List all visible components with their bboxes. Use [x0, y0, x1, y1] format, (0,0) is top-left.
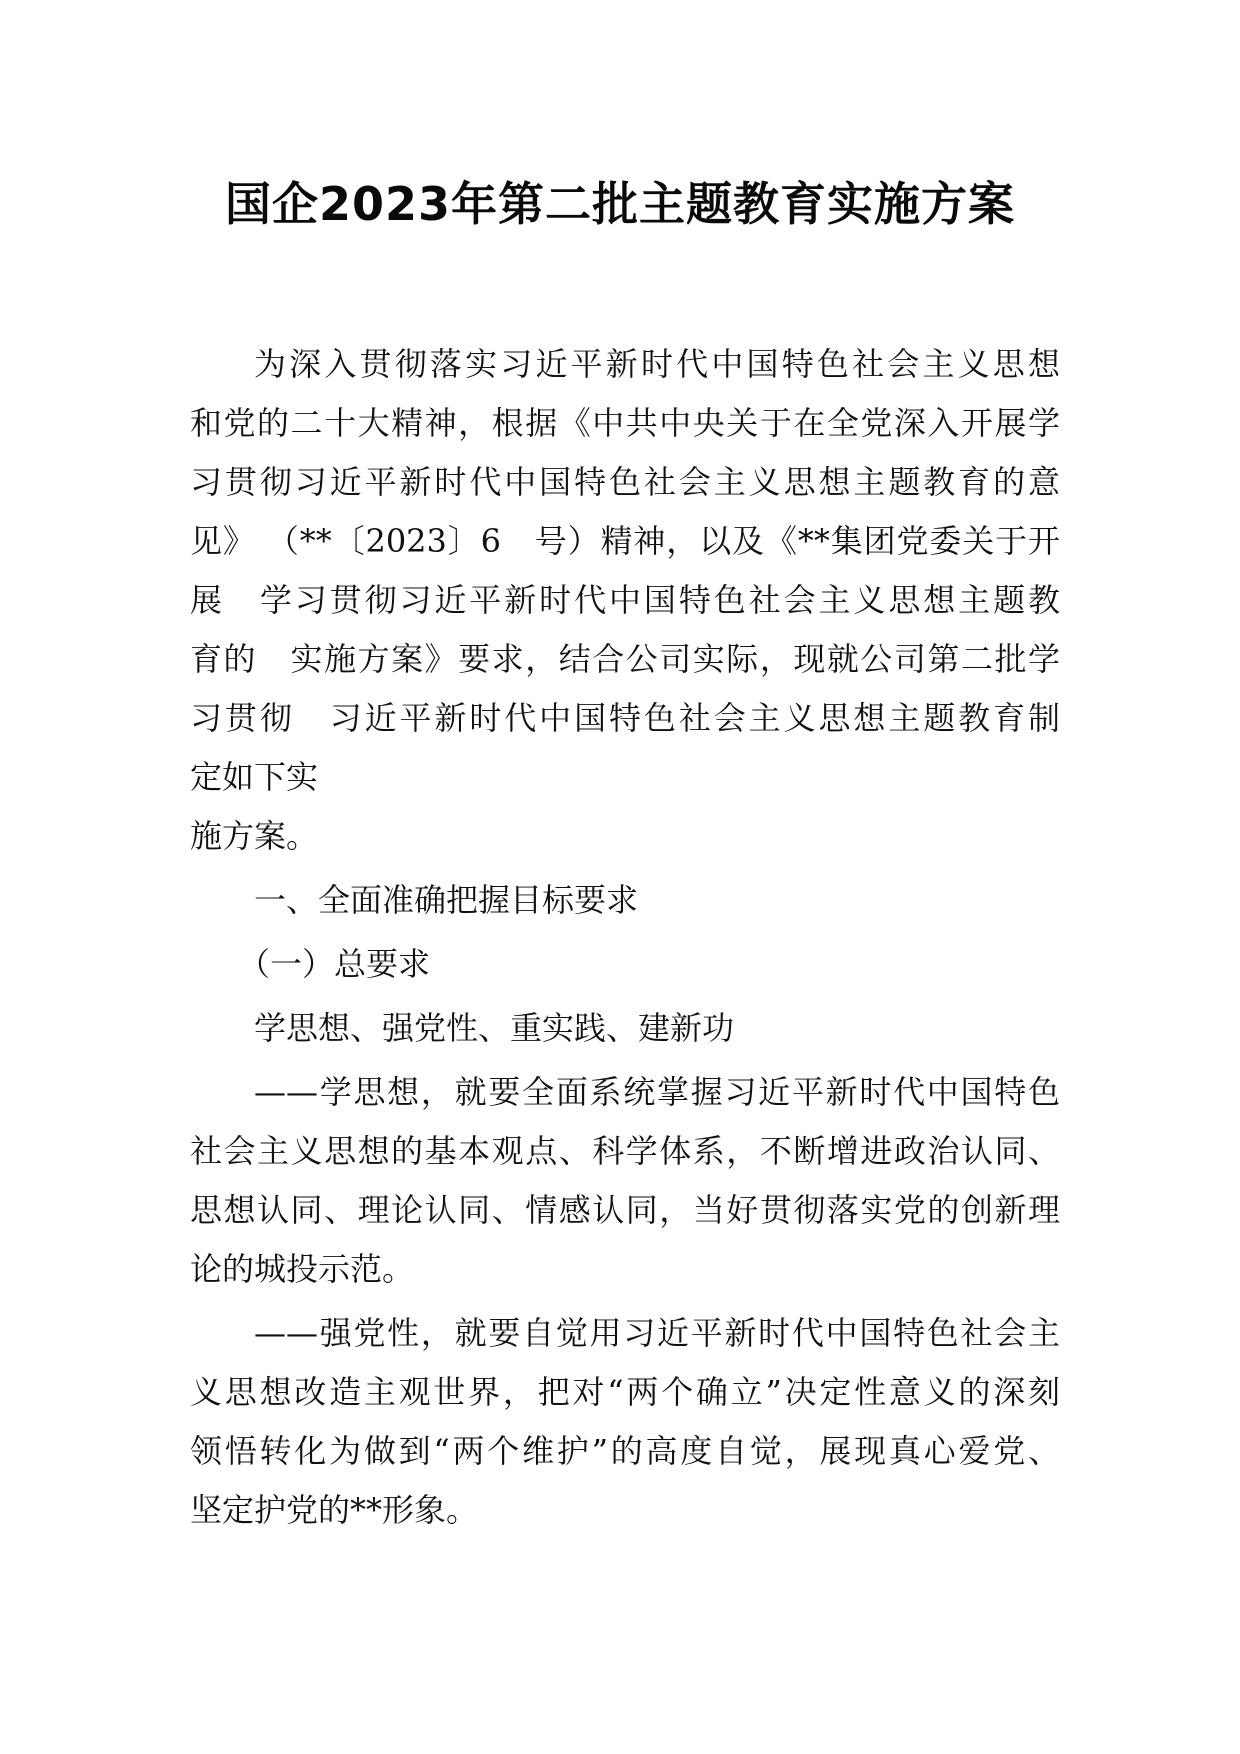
paragraph-line: ——强党性，就要自觉用习近平新时代中国特色社会主	[254, 1314, 1060, 1352]
paragraph-line: 施方案。	[190, 817, 319, 855]
paragraph-line: 展 学习贯彻习近平新时代中国特色社会主义思想主题教	[190, 581, 1060, 619]
paragraph-line: 领悟转化为做到“两个维护”的高度自觉，展现真心爱党、	[190, 1432, 1060, 1470]
paragraph-line: 社会主义思想的基本观点、科学体系，不断增进政治认同、	[190, 1132, 1060, 1170]
paragraph-line: 定如下实	[190, 758, 319, 796]
paragraph-line: 为深入贯彻落实习近平新时代中国特色社会主义思想	[254, 345, 1060, 383]
paragraph-line: 论的城投示范。	[190, 1250, 415, 1288]
paragraph-line: 和党的二十大精神，根据《中共中央关于在全党深入开展学	[190, 404, 1060, 442]
paragraph-line: 义思想改造主观世界，把对“两个确立”决定性意义的深刻	[190, 1373, 1060, 1411]
paragraph-line: 育的 实施方案》要求，结合公司实际，现就公司第二批学	[190, 640, 1060, 678]
paragraph-line: ——学思想，就要全面系统掌握习近平新时代中国特色	[254, 1073, 1060, 1111]
paragraph-line: 学思想、强党性、重实践、建新功	[254, 1009, 735, 1047]
subsection-heading: （一）总要求	[238, 945, 431, 983]
paragraph-line: 习贯彻习近平新时代中国特色社会主义思想主题教育的意	[190, 463, 1060, 501]
document-title: 国企2023年第二批主题教育实施方案	[224, 177, 1016, 231]
paragraph-line: 坚定护党的**形象。	[190, 1491, 479, 1529]
document-body	[190, 335, 1060, 1540]
paragraph-line: 见》 （**〔2023〕6 号）精神，以及《**集团党委关于开	[190, 522, 1060, 560]
paragraph-line: 习贯彻 习近平新时代中国特色社会主义思想主题教育制	[190, 699, 1060, 737]
paragraph-line: 思想认同、理论认同、情感认同，当好贯彻落实党的创新理	[190, 1191, 1060, 1229]
section-heading: 一、全面准确把握目标要求	[254, 881, 639, 919]
